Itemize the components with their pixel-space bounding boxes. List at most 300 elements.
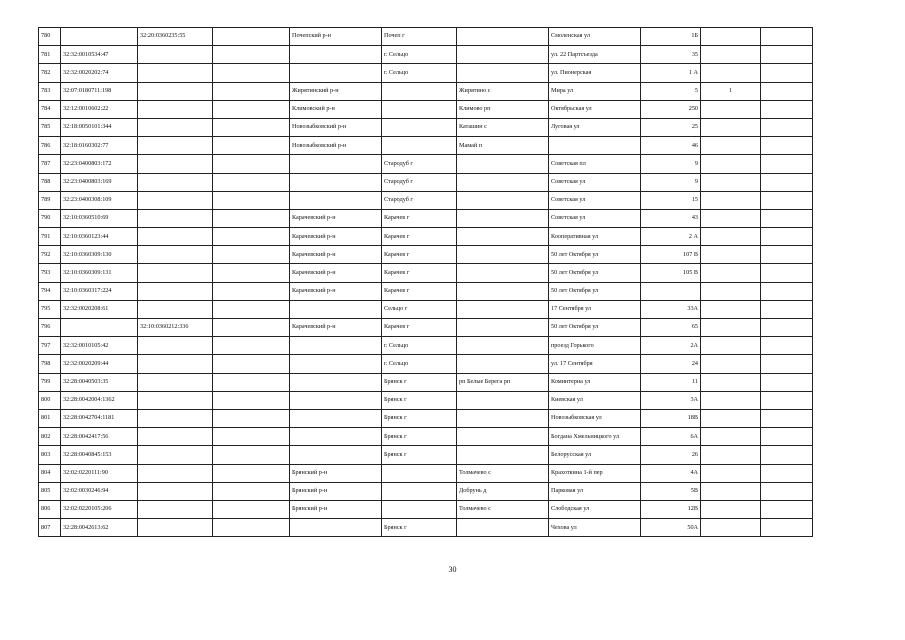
building-cell xyxy=(701,409,761,427)
row-number-cell: 791 xyxy=(39,228,61,246)
street-cell: 50 лет Октября ул xyxy=(549,246,641,264)
street-cell: Советская пл xyxy=(549,155,641,173)
settlement-cell: Толмачево с xyxy=(457,500,549,518)
empty-cell xyxy=(213,337,290,355)
cadastral-number-cell xyxy=(61,28,138,46)
empty-cell xyxy=(213,519,290,537)
building-cell xyxy=(701,500,761,518)
table-row xyxy=(39,282,813,300)
house-number-cell: 1 А xyxy=(641,64,701,82)
extra-cell xyxy=(761,46,813,64)
city-cell xyxy=(382,464,457,482)
table-row xyxy=(39,209,813,227)
building-cell xyxy=(701,464,761,482)
city-cell: Почеп г xyxy=(382,28,457,46)
street-cell: ул. 17 Сентября xyxy=(549,355,641,373)
building-cell xyxy=(701,482,761,500)
house-number-cell: 43 xyxy=(641,209,701,227)
row-number-cell: 786 xyxy=(39,137,61,155)
street-cell: ул. 22 Партсъезда xyxy=(549,46,641,64)
building-cell xyxy=(701,428,761,446)
city-cell: г. Сельцо xyxy=(382,46,457,64)
settlement-cell xyxy=(457,300,549,318)
table-row xyxy=(39,118,813,136)
city-cell: Брянск г xyxy=(382,446,457,464)
city-cell: г. Сельцо xyxy=(382,64,457,82)
extra-cell xyxy=(761,391,813,409)
empty-cell xyxy=(213,446,290,464)
building-cell xyxy=(701,155,761,173)
building-cell xyxy=(701,46,761,64)
previous-cadastral-number-cell xyxy=(138,137,213,155)
extra-cell xyxy=(761,173,813,191)
table-row xyxy=(39,519,813,537)
empty-cell xyxy=(213,100,290,118)
extra-cell xyxy=(761,100,813,118)
settlement-cell: Жирятино с xyxy=(457,82,549,100)
street-cell: Луговая ул xyxy=(549,118,641,136)
table-row xyxy=(39,319,813,337)
extra-cell xyxy=(761,519,813,537)
extra-cell xyxy=(761,228,813,246)
settlement-cell: Каташин с xyxy=(457,118,549,136)
district-cell: Новозыбковский р-н xyxy=(290,118,382,136)
settlement-cell xyxy=(457,519,549,537)
settlement-cell xyxy=(457,191,549,209)
house-number-cell: 2А xyxy=(641,337,701,355)
house-number-cell xyxy=(641,282,701,300)
house-number-cell: 46 xyxy=(641,137,701,155)
cadastral-number-cell: 32:02:0220105:206 xyxy=(61,500,138,518)
street-cell: Коминтерна ул xyxy=(549,373,641,391)
city-cell: Сельцо г xyxy=(382,300,457,318)
house-number-cell: 18В xyxy=(641,409,701,427)
house-number-cell: 9 xyxy=(641,173,701,191)
extra-cell xyxy=(761,319,813,337)
city-cell: Карачев г xyxy=(382,264,457,282)
row-number-cell: 788 xyxy=(39,173,61,191)
empty-cell xyxy=(213,246,290,264)
city-cell: Брянск г xyxy=(382,409,457,427)
building-cell xyxy=(701,519,761,537)
building-cell xyxy=(701,64,761,82)
cadastral-number-cell: 32:28:0042004:1362 xyxy=(61,391,138,409)
cadastral-number-cell: 32:28:0040503:35 xyxy=(61,373,138,391)
previous-cadastral-number-cell xyxy=(138,173,213,191)
cadastral-number-cell xyxy=(61,319,138,337)
building-cell xyxy=(701,100,761,118)
extra-cell xyxy=(761,264,813,282)
settlement-cell xyxy=(457,264,549,282)
house-number-cell: 33А xyxy=(641,300,701,318)
empty-cell xyxy=(213,155,290,173)
street-cell: Советская ул xyxy=(549,173,641,191)
cadastral-number-cell: 32:23:0400803:169 xyxy=(61,173,138,191)
city-cell: Карачев г xyxy=(382,246,457,264)
table-body xyxy=(39,28,813,537)
city-cell: Карачев г xyxy=(382,228,457,246)
previous-cadastral-number-cell xyxy=(138,500,213,518)
street-cell: ул. Пионерская xyxy=(549,64,641,82)
table-row xyxy=(39,464,813,482)
settlement-cell xyxy=(457,446,549,464)
row-number-cell: 793 xyxy=(39,264,61,282)
cadastral-number-cell: 32:32:0010105:42 xyxy=(61,337,138,355)
table-row xyxy=(39,264,813,282)
table-row xyxy=(39,82,813,100)
city-cell: Стародуб г xyxy=(382,173,457,191)
previous-cadastral-number-cell xyxy=(138,46,213,64)
settlement-cell: Мамай п xyxy=(457,137,549,155)
cadastral-number-cell: 32:28:0040845:153 xyxy=(61,446,138,464)
previous-cadastral-number-cell xyxy=(138,428,213,446)
row-number-cell: 792 xyxy=(39,246,61,264)
building-cell: 1 xyxy=(701,82,761,100)
previous-cadastral-number-cell xyxy=(138,337,213,355)
empty-cell xyxy=(213,409,290,427)
extra-cell xyxy=(761,409,813,427)
house-number-cell: 12В xyxy=(641,500,701,518)
city-cell: Брянск г xyxy=(382,428,457,446)
cadastral-number-cell: 32:12:0010602:22 xyxy=(61,100,138,118)
city-cell: Стародуб г xyxy=(382,191,457,209)
cadastral-number-cell: 32:32:0020209:44 xyxy=(61,355,138,373)
table-row xyxy=(39,191,813,209)
street-cell: проезд Горького xyxy=(549,337,641,355)
district-cell: Карачевский р-н xyxy=(290,264,382,282)
table-row xyxy=(39,428,813,446)
building-cell xyxy=(701,355,761,373)
row-number-cell: 807 xyxy=(39,519,61,537)
row-number-cell: 806 xyxy=(39,500,61,518)
extra-cell xyxy=(761,500,813,518)
district-cell xyxy=(290,446,382,464)
row-number-cell: 787 xyxy=(39,155,61,173)
cadastral-number-cell: 32:10:0360309:131 xyxy=(61,264,138,282)
settlement-cell xyxy=(457,409,549,427)
settlement-cell: рп Белые Берега рп xyxy=(457,373,549,391)
extra-cell xyxy=(761,246,813,264)
street-cell: Чехова ул xyxy=(549,519,641,537)
building-cell xyxy=(701,228,761,246)
settlement-cell xyxy=(457,428,549,446)
city-cell xyxy=(382,482,457,500)
extra-cell xyxy=(761,282,813,300)
empty-cell xyxy=(213,64,290,82)
empty-cell xyxy=(213,482,290,500)
previous-cadastral-number-cell xyxy=(138,82,213,100)
house-number-cell: 4А xyxy=(641,464,701,482)
extra-cell xyxy=(761,355,813,373)
previous-cadastral-number-cell xyxy=(138,282,213,300)
extra-cell xyxy=(761,337,813,355)
city-cell xyxy=(382,100,457,118)
street-cell: 50 лет Октября ул xyxy=(549,319,641,337)
row-number-cell: 803 xyxy=(39,446,61,464)
previous-cadastral-number-cell xyxy=(138,409,213,427)
building-cell xyxy=(701,28,761,46)
previous-cadastral-number-cell: 32:20:0360235:55 xyxy=(138,28,213,46)
table-row xyxy=(39,355,813,373)
previous-cadastral-number-cell xyxy=(138,264,213,282)
row-number-cell: 783 xyxy=(39,82,61,100)
district-cell xyxy=(290,391,382,409)
building-cell xyxy=(701,446,761,464)
table-row xyxy=(39,409,813,427)
cadastral-number-cell: 32:28:0042613:62 xyxy=(61,519,138,537)
empty-cell xyxy=(213,391,290,409)
table-row xyxy=(39,482,813,500)
street-cell: Слободская ул xyxy=(549,500,641,518)
city-cell: Брянск г xyxy=(382,373,457,391)
row-number-cell: 800 xyxy=(39,391,61,409)
district-cell xyxy=(290,173,382,191)
property-registry-table xyxy=(38,27,813,537)
district-cell: Карачевский р-н xyxy=(290,209,382,227)
row-number-cell: 797 xyxy=(39,337,61,355)
previous-cadastral-number-cell xyxy=(138,446,213,464)
cadastral-number-cell: 32:02:0220111:90 xyxy=(61,464,138,482)
row-number-cell: 795 xyxy=(39,300,61,318)
previous-cadastral-number-cell xyxy=(138,355,213,373)
table-row xyxy=(39,228,813,246)
district-cell: Почепский р-н xyxy=(290,28,382,46)
previous-cadastral-number-cell xyxy=(138,464,213,482)
street-cell: Парковая ул xyxy=(549,482,641,500)
street-cell: 50 лет Октября ул xyxy=(549,282,641,300)
row-number-cell: 802 xyxy=(39,428,61,446)
table-row xyxy=(39,246,813,264)
empty-cell xyxy=(213,264,290,282)
street-cell: Крахоткина 1-й пер xyxy=(549,464,641,482)
table-row xyxy=(39,500,813,518)
previous-cadastral-number-cell: 32:10:0360212:336 xyxy=(138,319,213,337)
district-cell xyxy=(290,409,382,427)
row-number-cell: 785 xyxy=(39,118,61,136)
city-cell: Брянск г xyxy=(382,519,457,537)
previous-cadastral-number-cell xyxy=(138,391,213,409)
cadastral-number-cell: 32:10:0360123:44 xyxy=(61,228,138,246)
settlement-cell xyxy=(457,319,549,337)
district-cell: Карачевский р-н xyxy=(290,319,382,337)
city-cell xyxy=(382,137,457,155)
empty-cell xyxy=(213,319,290,337)
empty-cell xyxy=(213,82,290,100)
city-cell xyxy=(382,82,457,100)
row-number-cell: 784 xyxy=(39,100,61,118)
district-cell xyxy=(290,300,382,318)
district-cell xyxy=(290,428,382,446)
house-number-cell: 5 xyxy=(641,82,701,100)
street-cell: Богдана Хмельницкого ул xyxy=(549,428,641,446)
settlement-cell xyxy=(457,64,549,82)
empty-cell xyxy=(213,282,290,300)
street-cell: Новозыбковская ул xyxy=(549,409,641,427)
house-number-cell: 35 xyxy=(641,46,701,64)
row-number-cell: 801 xyxy=(39,409,61,427)
row-number-cell: 780 xyxy=(39,28,61,46)
settlement-cell xyxy=(457,173,549,191)
extra-cell xyxy=(761,118,813,136)
empty-cell xyxy=(213,173,290,191)
previous-cadastral-number-cell xyxy=(138,519,213,537)
table-row xyxy=(39,64,813,82)
cadastral-number-cell: 32:32:0010534:47 xyxy=(61,46,138,64)
building-cell xyxy=(701,173,761,191)
settlement-cell xyxy=(457,155,549,173)
previous-cadastral-number-cell xyxy=(138,373,213,391)
street-cell xyxy=(549,137,641,155)
empty-cell xyxy=(213,191,290,209)
row-number-cell: 789 xyxy=(39,191,61,209)
cadastral-number-cell: 32:18:0160302:77 xyxy=(61,137,138,155)
cadastral-number-cell: 32:10:0360309:130 xyxy=(61,246,138,264)
cadastral-number-cell: 32:28:0042417:56 xyxy=(61,428,138,446)
table-row xyxy=(39,446,813,464)
district-cell: Новозыбковский р-н xyxy=(290,137,382,155)
empty-cell xyxy=(213,209,290,227)
table-row xyxy=(39,155,813,173)
empty-cell xyxy=(213,46,290,64)
district-cell: Брянский р-н xyxy=(290,500,382,518)
row-number-cell: 805 xyxy=(39,482,61,500)
table-row xyxy=(39,300,813,318)
city-cell xyxy=(382,118,457,136)
cadastral-number-cell: 32:32:0020208:61 xyxy=(61,300,138,318)
extra-cell xyxy=(761,64,813,82)
empty-cell xyxy=(213,428,290,446)
building-cell xyxy=(701,264,761,282)
settlement-cell: Климово рп xyxy=(457,100,549,118)
city-cell: Карачев г xyxy=(382,319,457,337)
extra-cell xyxy=(761,482,813,500)
previous-cadastral-number-cell xyxy=(138,482,213,500)
district-cell: Климовский р-н xyxy=(290,100,382,118)
previous-cadastral-number-cell xyxy=(138,191,213,209)
district-cell xyxy=(290,373,382,391)
empty-cell xyxy=(213,28,290,46)
city-cell: Брянск г xyxy=(382,391,457,409)
house-number-cell: 11 xyxy=(641,373,701,391)
district-cell: Карачевский р-н xyxy=(290,246,382,264)
extra-cell xyxy=(761,300,813,318)
cadastral-number-cell: 32:02:0030246:94 xyxy=(61,482,138,500)
table-row xyxy=(39,100,813,118)
house-number-cell: 2 А xyxy=(641,228,701,246)
building-cell xyxy=(701,300,761,318)
table-row xyxy=(39,173,813,191)
house-number-cell: 15 xyxy=(641,191,701,209)
previous-cadastral-number-cell xyxy=(138,155,213,173)
empty-cell xyxy=(213,373,290,391)
house-number-cell: 9 xyxy=(641,155,701,173)
settlement-cell xyxy=(457,391,549,409)
district-cell: Карачевский р-н xyxy=(290,228,382,246)
previous-cadastral-number-cell xyxy=(138,246,213,264)
district-cell: Жирятинский р-н xyxy=(290,82,382,100)
street-cell: Советская ул xyxy=(549,209,641,227)
previous-cadastral-number-cell xyxy=(138,300,213,318)
previous-cadastral-number-cell xyxy=(138,118,213,136)
row-number-cell: 804 xyxy=(39,464,61,482)
extra-cell xyxy=(761,28,813,46)
street-cell: 17 Сентября ул xyxy=(549,300,641,318)
previous-cadastral-number-cell xyxy=(138,209,213,227)
settlement-cell xyxy=(457,246,549,264)
building-cell xyxy=(701,373,761,391)
row-number-cell: 782 xyxy=(39,64,61,82)
district-cell: Брянский р-н xyxy=(290,482,382,500)
street-cell: Советская ул xyxy=(549,191,641,209)
table-row xyxy=(39,46,813,64)
extra-cell xyxy=(761,155,813,173)
table-row xyxy=(39,137,813,155)
house-number-cell: 107 В xyxy=(641,246,701,264)
document-sheet xyxy=(38,27,813,537)
district-cell xyxy=(290,46,382,64)
building-cell xyxy=(701,118,761,136)
row-number-cell: 790 xyxy=(39,209,61,227)
building-cell xyxy=(701,319,761,337)
extra-cell xyxy=(761,191,813,209)
district-cell xyxy=(290,519,382,537)
empty-cell xyxy=(213,355,290,373)
building-cell xyxy=(701,191,761,209)
house-number-cell: 24 xyxy=(641,355,701,373)
house-number-cell: 65 xyxy=(641,319,701,337)
settlement-cell xyxy=(457,228,549,246)
house-number-cell: 25 xyxy=(641,118,701,136)
cadastral-number-cell: 32:10:0360510:69 xyxy=(61,209,138,227)
extra-cell xyxy=(761,428,813,446)
district-cell xyxy=(290,155,382,173)
city-cell: г. Сельцо xyxy=(382,355,457,373)
building-cell xyxy=(701,337,761,355)
previous-cadastral-number-cell xyxy=(138,64,213,82)
street-cell: Октябрьская ул xyxy=(549,100,641,118)
district-cell xyxy=(290,337,382,355)
table-row xyxy=(39,373,813,391)
street-cell: 50 лет Октября ул xyxy=(549,264,641,282)
cadastral-number-cell: 32:23:0400308:109 xyxy=(61,191,138,209)
settlement-cell: Добрунь д xyxy=(457,482,549,500)
cadastral-number-cell: 32:07:0180711:198 xyxy=(61,82,138,100)
extra-cell xyxy=(761,137,813,155)
street-cell: Смоленская ул xyxy=(549,28,641,46)
district-cell xyxy=(290,64,382,82)
settlement-cell xyxy=(457,46,549,64)
table-row xyxy=(39,337,813,355)
building-cell xyxy=(701,282,761,300)
empty-cell xyxy=(213,464,290,482)
empty-cell xyxy=(213,500,290,518)
house-number-cell: 50А xyxy=(641,519,701,537)
street-cell: Кооперативная ул xyxy=(549,228,641,246)
house-number-cell: 26 xyxy=(641,446,701,464)
settlement-cell xyxy=(457,282,549,300)
empty-cell xyxy=(213,118,290,136)
table-row xyxy=(39,391,813,409)
empty-cell xyxy=(213,228,290,246)
street-cell: Белорусская ул xyxy=(549,446,641,464)
empty-cell xyxy=(213,137,290,155)
house-number-cell: 5В xyxy=(641,482,701,500)
city-cell: Карачев г xyxy=(382,209,457,227)
house-number-cell: 250 xyxy=(641,100,701,118)
house-number-cell: 3А xyxy=(641,391,701,409)
city-cell: г. Сельцо xyxy=(382,337,457,355)
city-cell: Карачев г xyxy=(382,282,457,300)
